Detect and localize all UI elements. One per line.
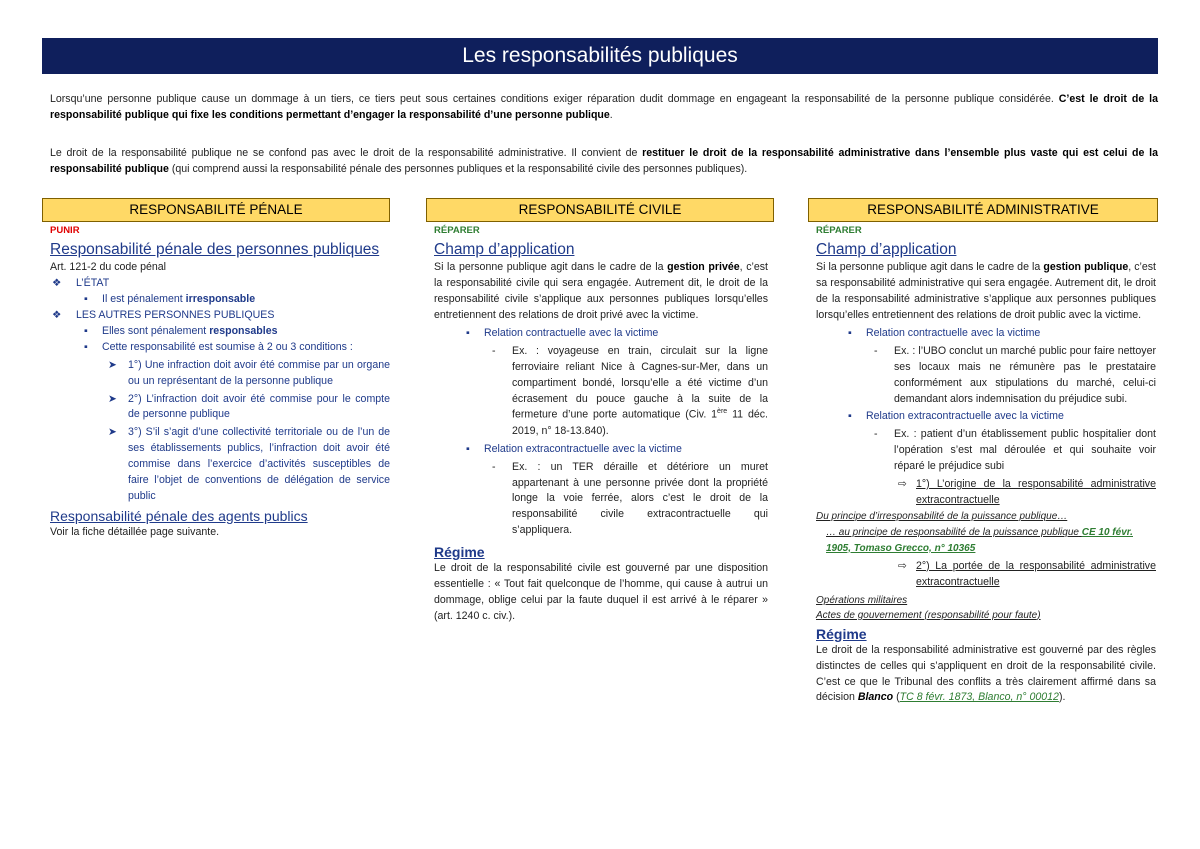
arrow-bullet-icon: ➤: [108, 426, 117, 439]
list-item: ▪ Elles sont pénalement responsables: [50, 324, 390, 340]
column-header: RESPONSABILITÉ CIVILE: [426, 198, 774, 222]
section-title: Champ d’application: [434, 241, 575, 259]
list-item: ➤ 3°) S’il s’agit d’une collectivité territoriale ou de l’un de ses établissements publics, l’infraction doit avoir été commise dans l’exercice d’activités susceptibles de faire l’objet de conventions de délégation de service public: [108, 426, 390, 502]
decision-link[interactable]: TC 8 févr. 1873, Blanco, n° 00012: [899, 691, 1059, 704]
column-penale: [42, 198, 390, 541]
column-administrative: [808, 198, 1158, 706]
section-title: Responsabilité pénale des agents publics: [50, 507, 308, 524]
list-item: ▪ Il est pénalement irresponsable: [50, 292, 390, 308]
list-item: ➤ 1°) Une infraction doit avoir été commise par un organe ou un représentant de la personne publique: [108, 358, 390, 387]
list-item: ▪ Relation extracontractuelle avec la victime: [816, 409, 1156, 425]
section-title: Régime: [434, 544, 485, 561]
intro-paragraph-1: Lorsqu’une personne publique cause un dommage à un tiers, ce tiers peut sous certaines conditions exiger réparation dudit dommage en engageant la responsabilité de la personne publique considérée. C’est le droit de la responsabilité publique qui fixe les conditions permettant d’engager la responsabilité d’une personne publique.: [50, 93, 1158, 121]
square-bullet-icon: ▪: [848, 326, 852, 339]
list-item: ⇨ 1°) L’origine de la responsabilité administrative extracontractuelle: [898, 477, 1156, 506]
italic-line: Opérations militaires: [816, 594, 908, 606]
arrow-right-icon: ⇨: [898, 477, 907, 490]
section-text: Le droit de la responsabilité civile est gouverné par une disposition essentielle : « Tout fait quelconque de l’homme, qui cause à autrui un dommage, oblige celui par la faute duquel il est arrivé à le réparer » (art. 1240 c. civ.).: [434, 562, 768, 622]
list-item: ➤ 2°) L’infraction doit avoir été commise pour le compte de personne publique: [108, 392, 390, 421]
diamond-bullet-icon: ❖: [52, 277, 62, 290]
decision-link[interactable]: CE 10 févr. 1905, Tomaso Grecco, n° 10365: [826, 526, 1133, 554]
section-text: Si la personne publique agit dans le cadre de la gestion privée, c’est la responsabilité civile qui sera engagée. Autrement dit, le droit de la responsabilité civile s’applique aux personnes publiques lorsqu’elles entretiennent des relations de droit privé avec la victime.: [434, 261, 769, 322]
column-civile: [426, 198, 774, 625]
column-header: RESPONSABILITÉ PÉNALE: [42, 198, 390, 222]
list-item: - Ex. : l’UBO conclut un marché public pour faire nettoyer ses locaux mais ne rémunère pas le prestataire conformément aux stipulations du marché, celui-ci demandant alors indemnisation du préjudice subi.: [874, 344, 1156, 405]
section-text: Le droit de la responsabilité administrative est gouverné par des règles distinctes de celles qui s’appliquent en droit de la responsabilité civile. C’est ce que le Tribunal des conflits a très clairement affirmé dans sa décision Blanco (TC 8 févr. 1873, Blanco, n° 00012).: [816, 643, 1156, 704]
section-title: Responsabilité pénale des personnes publiques: [50, 241, 380, 259]
list-item: ▪ Relation contractuelle avec la victime: [434, 326, 768, 342]
column-tag: PUNIR: [50, 225, 80, 236]
list-item: ❖ L’ÉTAT: [50, 276, 390, 292]
list-item: - Ex. : un TER déraille et détériore un muret appartenant à une personne privée dont la propriété longe la voie ferrée, alors c’est le droit de la responsabilité civile extracontractuelle qui s’appliquera.: [492, 460, 768, 537]
page-title: Les responsabilités publiques: [42, 38, 1158, 74]
arrow-bullet-icon: ➤: [108, 358, 117, 371]
list-item: ▪ Relation contractuelle avec la victime: [816, 326, 1156, 342]
list-item: ⇨ 2°) La portée de la responsabilité administrative extracontractuelle: [898, 559, 1156, 588]
column-tag: RÉPARER: [434, 225, 480, 236]
section-title: Champ d’application: [816, 241, 957, 259]
italic-line: … au principe de responsabilité de la puissance publique CE 10 févr. 1905, Tomaso Grecco, n° 10365: [826, 526, 1133, 554]
list-item: ❖ LES AUTRES PERSONNES PUBLIQUES: [50, 308, 390, 324]
section-title: Régime: [816, 625, 867, 642]
list-item: - Ex. : voyageuse en train, circulait sur la ligne ferroviaire reliant Nice à Cagnes-sur-Mer, dans un compartiment bondé, lorsqu’elle a été victime d’un écrasement du pouce gauche à la suite de la fermeture d’une porte automatique (Civ. 1ère 11 déc. 2019, n° 18-13.840).: [492, 344, 768, 437]
square-bullet-icon: ▪: [84, 293, 88, 306]
square-bullet-icon: ▪: [848, 410, 852, 423]
column-header: RESPONSABILITÉ ADMINISTRATIVE: [808, 198, 1158, 222]
section-text: Si la personne publique agit dans le cadre de la gestion publique, c’est sa responsabilité administrative qui sera engagée. Autrement dit, le droit de la responsabilité administrative s’applique aux personnes publiques lorsqu’elles entretiennent des relations de droit public avec la victime.: [816, 261, 1157, 322]
dash-bullet-icon: -: [874, 428, 878, 441]
arrow-bullet-icon: ➤: [108, 392, 117, 405]
italic-line: Actes de gouvernement (responsabilité pour faute): [816, 609, 1041, 621]
list-item: ▪ Cette responsabilité est soumise à 2 ou 3 conditions :: [50, 340, 390, 356]
intro-paragraph-2: Le droit de la responsabilité publique ne se confond pas avec le droit de la responsabilité administrative. Il convient de restituer le droit de la responsabilité administrative dans l’ensemble plus vaste qui est celui de la responsabilité publique (qui comprend aussi la responsabilité pénale des personnes publiques et la responsabilité civile des personnes publiques).: [50, 147, 1158, 175]
square-bullet-icon: ▪: [466, 442, 470, 455]
list-item: - Ex. : patient d’un établissement public hospitalier dont l’opération s’est mal déroulée et qui souhaite voir réparé le préjudice subi: [874, 428, 1156, 473]
square-bullet-icon: ▪: [466, 326, 470, 339]
italic-line: Du principe d’irresponsabilité de la puissance publique…: [816, 510, 1068, 522]
dash-bullet-icon: -: [874, 344, 878, 357]
arrow-right-icon: ⇨: [898, 559, 907, 572]
square-bullet-icon: ▪: [84, 324, 88, 337]
section-text: Voir la fiche détaillée page suivante.: [50, 525, 220, 538]
diamond-bullet-icon: ❖: [52, 309, 62, 322]
column-tag: RÉPARER: [816, 225, 862, 236]
list-item: ▪ Relation extracontractuelle avec la victime: [434, 442, 768, 458]
article-ref: Art. 121-2 du code pénal: [50, 261, 167, 274]
dash-bullet-icon: -: [492, 344, 496, 357]
dash-bullet-icon: -: [492, 460, 496, 473]
square-bullet-icon: ▪: [84, 340, 88, 353]
